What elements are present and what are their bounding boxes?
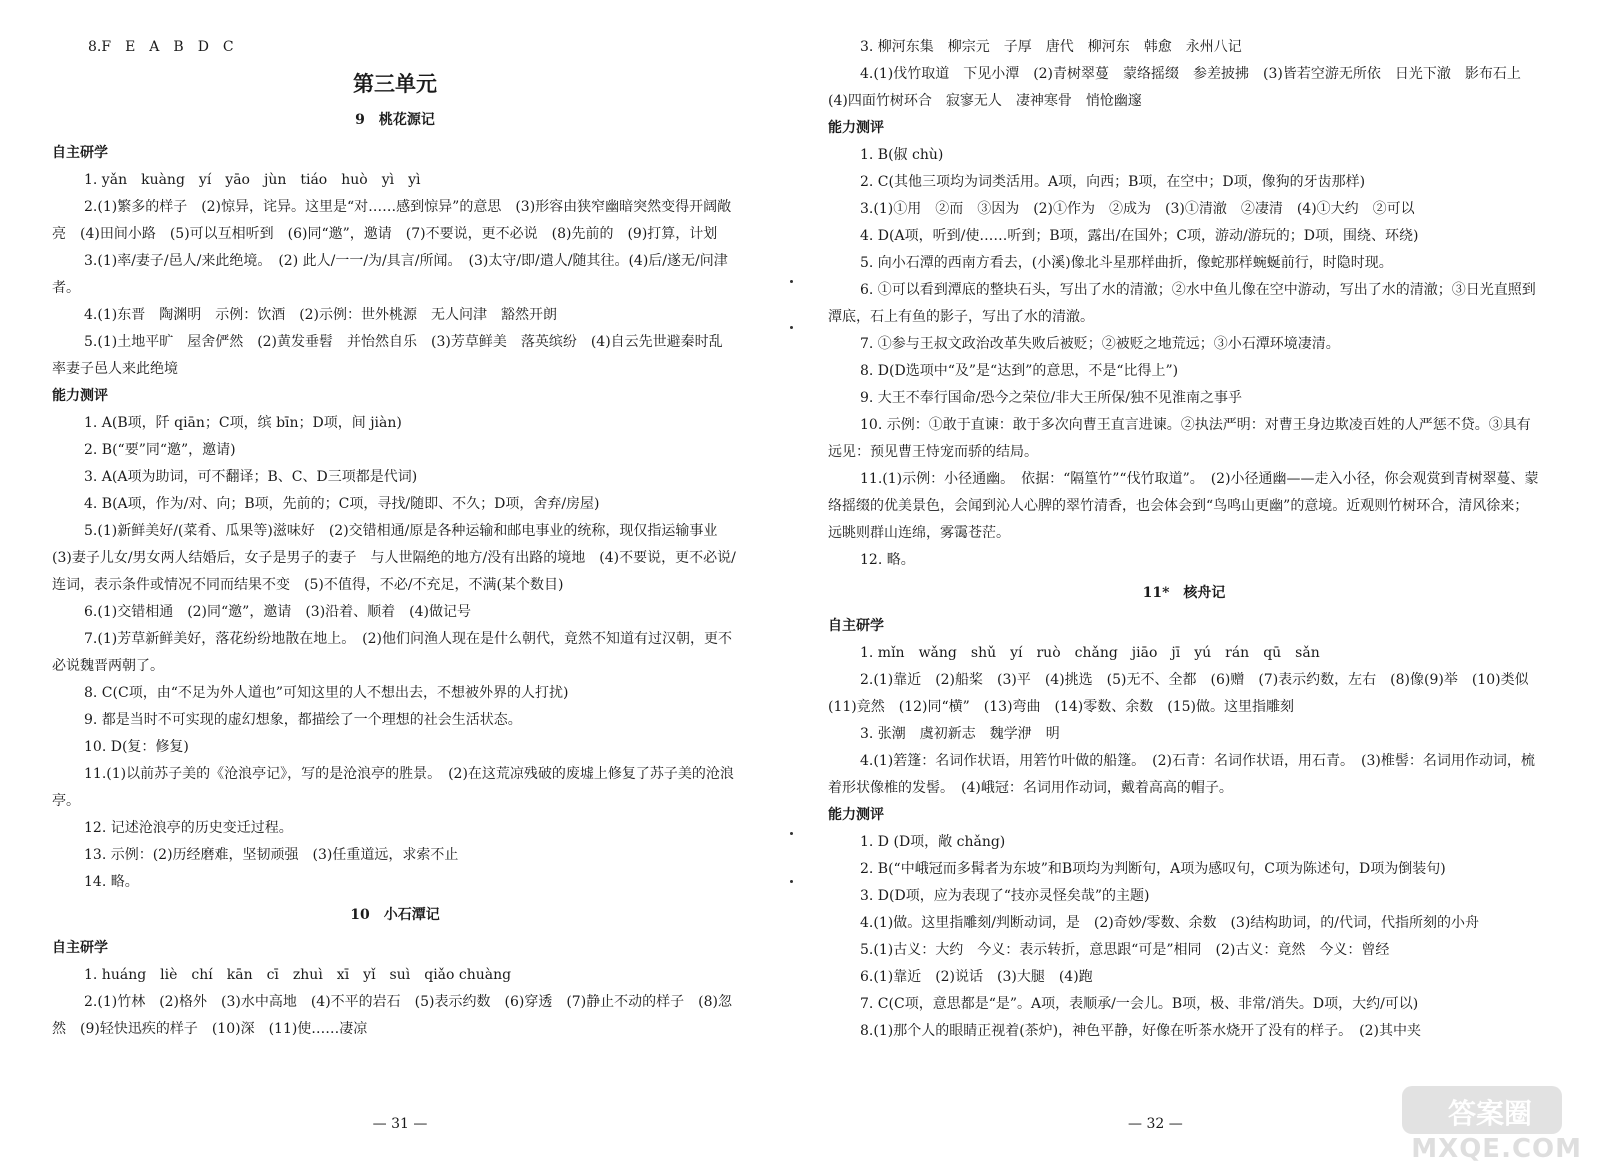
answer-line: 1. A(B项，阡 qiān；C项，缤 bīn；D项，间 jiàn) bbox=[84, 415, 402, 431]
answer-line: 5. 向小石潭的西南方看去，(小溪)像北斗星那样曲折，像蛇那样蜿蜒前行，时隐时现。 bbox=[860, 255, 1393, 271]
answer-line: 13. 示例：(2)历经磨难，坚韧顽强 (3)任重道远，求索不止 bbox=[84, 847, 459, 863]
lesson-11-zizhu-heading: 自主研学 bbox=[828, 618, 884, 634]
page-number-right: — 32 — bbox=[1128, 1116, 1183, 1132]
answer-line: 10. D(复：修复) bbox=[84, 739, 189, 755]
lesson-9-title: 9 桃花源记 bbox=[355, 112, 435, 128]
lesson-10-zizhu-list bbox=[52, 962, 738, 1043]
answer-line: 5.(1)新鲜美好/(菜肴、瓜果等)滋味好 (2)交错相通/原是各种运输和邮电事业的统称，现仅指运输事业 (3)妻子儿女/男女两人结婚后，女子是男子的妻子 与人世隔绝的地方/没有出路的境地 (4)不要说，更不必说/连词，表示条件或情况不同而结果不变 (5)不值得，不必/不充足，不满(某个数目) bbox=[52, 523, 736, 593]
answer-line: 3. A(A项为助词，可不翻译；B、C、D三项都是代词) bbox=[84, 469, 418, 485]
answer-line: 1. B(俶 chù) bbox=[860, 147, 944, 163]
lesson-10-zizhu-heading: 自主研学 bbox=[52, 940, 108, 956]
answer-line: 2. C(其他三项均为词类活用。A项，向西；B项，在空中；D项，像狗的牙齿那样) bbox=[860, 174, 1366, 190]
answer-line: 4.(1)伐竹取道 下见小潭 (2)青树翠蔓 蒙络摇缀 参差披拂 (3)皆若空游无所依 日光下澈 影布石上 (4)四面竹树环合 寂寥无人 凄神寒骨 悄怆幽邃 bbox=[828, 66, 1535, 109]
answer-line: 10. 示例：①敢于直谏：敢于多次向曹王直言进谏。②执法严明：对曹王身边欺凌百姓的人严惩不贷。③具有远见：预见曹王恃宠而骄的结局。 bbox=[828, 417, 1531, 460]
page-number-left: — 31 — bbox=[372, 1116, 428, 1132]
answer-line: 2.(1)繁多的样子 (2)惊异，诧异。这里是“对……感到惊异”的意思 (3)形容由狭窄幽暗突然变得开阔敞亮 (4)田间小路 (5)可以互相听到 (6)同“邀”，邀请 (7)不要说，更不必说 (8)先前的 (9)打算，计划 bbox=[52, 199, 732, 242]
lesson-9-zizhu-heading: 自主研学 bbox=[52, 145, 108, 161]
lesson-11-nengli-list bbox=[828, 829, 1540, 1045]
watermark-site: MXQE.COM bbox=[1411, 1134, 1582, 1164]
answer-line: 3. 张潮 虞初新志 魏学洢 明 bbox=[860, 726, 1060, 742]
answer-line: 9. 大王不奉行国命/恐今之荣位/非大王所保/独不见淮南之事乎 bbox=[860, 390, 1242, 406]
answer-line: 1. huáng liè chí kān cī zhuì xī yǐ suì qiǎo chuàng bbox=[84, 967, 512, 983]
answer-line: 8. D(D选项中“及”是“达到”的意思，不是“比得上”) bbox=[860, 363, 1179, 379]
answer-line: 4.(1)箬篷：名词作状语，用箬竹叶做的船篷。 (2)石青：名词作状语，用石青。 (3)椎髻：名词用作动词，梳着形状像椎的发髻。 (4)峨冠：名词用作动词，戴着高高的帽子。 bbox=[828, 753, 1535, 796]
answer-line: 4.(1)东晋 陶渊明 示例：饮酒 (2)示例：世外桃源 无人问津 豁然开朗 bbox=[84, 307, 558, 323]
answer-line: 3.(1)①用 ②而 ③因为 (2)①作为 ②成为 (3)①清澈 ②凄清 (4)①大约 ②可以 bbox=[860, 201, 1415, 217]
answer-line: 1. yǎn kuàng yí yāo jùn tiáo huò yì yì bbox=[84, 172, 421, 188]
watermark-logo-text: 答案圈 bbox=[1447, 1097, 1532, 1130]
answer-line: 2.(1)竹林 (2)格外 (3)水中高地 (4)不平的岩石 (5)表示约数 (6)穿透 (7)静止不动的样子 (8)忽然 (9)轻快迅疾的样子 (10)深 (11)使……凄凉 bbox=[52, 994, 733, 1037]
answer-line: 4. D(A项，听到/使……听到；B项，露出/在国外；C项，游动/游玩的；D项，围绕、环绕) bbox=[860, 228, 1419, 244]
answer-line: 3. D(D项，应为表现了“技亦灵怪矣哉”的主题) bbox=[860, 888, 1150, 904]
lesson-11-zizhu-list bbox=[828, 640, 1543, 802]
answer-line: 9. 都是当时不可实现的虚幻想象，都描绘了一个理想的社会生活状态。 bbox=[84, 712, 522, 728]
answer-line: 3. 柳河东集 柳宗元 子厚 唐代 柳河东 韩愈 永州八记 bbox=[860, 39, 1242, 55]
watermark-badge bbox=[1402, 1086, 1562, 1134]
unit-title: 第三单元 bbox=[353, 71, 437, 96]
answer-line: 5.(1)古义：大约 今义：表示转折，意思跟“可是”相同 (2)古义：竟然 今义：曾经 bbox=[860, 942, 1390, 958]
margin-dot bbox=[790, 880, 793, 883]
answer-line: 1. D (D项，敞 chǎng) bbox=[860, 834, 1006, 850]
lesson-10-title: 10 小石潭记 bbox=[350, 907, 440, 923]
right-page bbox=[800, 0, 1600, 1176]
answer-line: 2. B(“中峨冠而多髯者为东坡”和B项均为判断句，A项为感叹句，C项为陈述句，D项为倒装句) bbox=[860, 861, 1446, 877]
answer-line: 3.(1)率/妻子/邑人/来此绝境。 (2) 此人/一一/为/具言/所闻。 (3)太守/即/遣人/随其往。(4)后/遂无/问津者。 bbox=[52, 253, 728, 296]
answer-line: 11.(1)示例：小径通幽。 依据：“隔篁竹”“伐竹取道”。 (2)小径通幽——走入小径，你会观赏到青树翠蔓、蒙络摇缀的优美景色，会闻到沁人心脾的翠竹清香，也会体会到“鸟鸣山更幽”的意境。近观则竹树环合，清风徐来；远眺则群山连绵，雾霭苍茫。 bbox=[828, 471, 1539, 541]
answer-line: 7.(1)芳草新鲜美好，落花纷纷地散在地上。 (2)他们问渔人现在是什么朝代，竟然不知道有过汉朝，更不必说魏晋两朝了。 bbox=[52, 631, 733, 674]
answer-line: 6. ①可以看到潭底的整块石头，写出了水的清澈；②水中鱼儿像在空中游动，写出了水的清澈；③日光直照到潭底，石上有鱼的影子，写出了水的清澈。 bbox=[828, 282, 1536, 325]
answer-line: 2.(1)靠近 (2)船桨 (3)平 (4)挑选 (5)无不、全都 (6)赠 (7)表示约数，左右 (8)像(9)举 (10)类似 (11)竞然 (12)同“横” (13)弯曲 (14)零数、余数 (15)做。这里指雕刻 bbox=[828, 672, 1543, 715]
answer-line: 6.(1)靠近 (2)说话 (3)大腿 (4)跑 bbox=[860, 969, 1093, 985]
answer-line: 12. 记述沧浪亭的历史变迁过程。 bbox=[84, 820, 293, 836]
answer-line: 4. B(A项，作为/对、向；B项，先前的；C项，寻找/随即、不久；D项，舍弃/房屋) bbox=[84, 496, 600, 512]
answer-line: 4.(1)做。这里指雕刻/判断动词，是 (2)奇妙/零数、余数 (3)结构助词，的/代词，代指所刻的小舟 bbox=[860, 915, 1479, 931]
lesson-9-nengli-heading: 能力测评 bbox=[52, 388, 108, 404]
answer-line: 11.(1)以前苏子美的《沧浪亭记》，写的是沧浪亭的胜景。 (2)在这荒凉残破的废墟上修复了苏子美的沧浪亭。 bbox=[52, 766, 734, 809]
lesson-9-nengli-list bbox=[52, 410, 738, 896]
margin-dot bbox=[790, 326, 793, 329]
answer-line: 6.(1)交错相通 (2)同“邀”，邀请 (3)沿着、顺着 (4)做记号 bbox=[84, 604, 471, 620]
answer-line: 1. mǐn wǎng shǔ yí ruò chǎng jiāo jī yú rán qū sǎn bbox=[860, 645, 1320, 661]
lesson-11-title: 11* 核舟记 bbox=[1142, 585, 1226, 601]
answer-line: 8.(1)那个人的眼睛正视着(茶炉)，神色平静，好像在听茶水烧开了没有的样子。 (2)其中夹 bbox=[860, 1023, 1421, 1039]
watermark bbox=[1382, 1086, 1582, 1164]
answer-line: 7. C(C项，意思都是“是”。A项，表顺承/一会儿。B项，极、非常/消失。D项，大约/可以) bbox=[860, 996, 1419, 1012]
lesson-10-nengli-heading: 能力测评 bbox=[828, 120, 884, 136]
answer-line: 5.(1)土地平旷 屋舍俨然 (2)黄发垂髫 并怡然自乐 (3)芳草鲜美 落英缤纷 (4)自云先世避秦时乱 率妻子邑人来此绝境 bbox=[52, 334, 737, 377]
top-answer-line: 8.F E A B D C bbox=[88, 39, 234, 55]
margin-dot bbox=[790, 280, 793, 283]
answer-line: 12. 略。 bbox=[860, 552, 915, 568]
margin-dot bbox=[790, 832, 793, 835]
answer-line: 7. ①参与王叔文政治改革失败后被贬；②被贬之地荒远；③小石潭环境凄清。 bbox=[860, 336, 1340, 352]
answer-line: 14. 略。 bbox=[84, 874, 139, 890]
lesson-11-nengli-heading: 能力测评 bbox=[828, 807, 884, 823]
answer-line: 8. C(C项，由“不足为外人道也”可知这里的人不想出去，不想被外界的人打扰) bbox=[84, 685, 569, 701]
answer-line: 2. B(“要”同“邀”，邀请) bbox=[84, 442, 236, 458]
lesson-9-zizhu-list bbox=[52, 167, 738, 383]
lesson-10-nengli-list bbox=[828, 142, 1540, 574]
lesson-10-continued-list bbox=[828, 34, 1540, 115]
